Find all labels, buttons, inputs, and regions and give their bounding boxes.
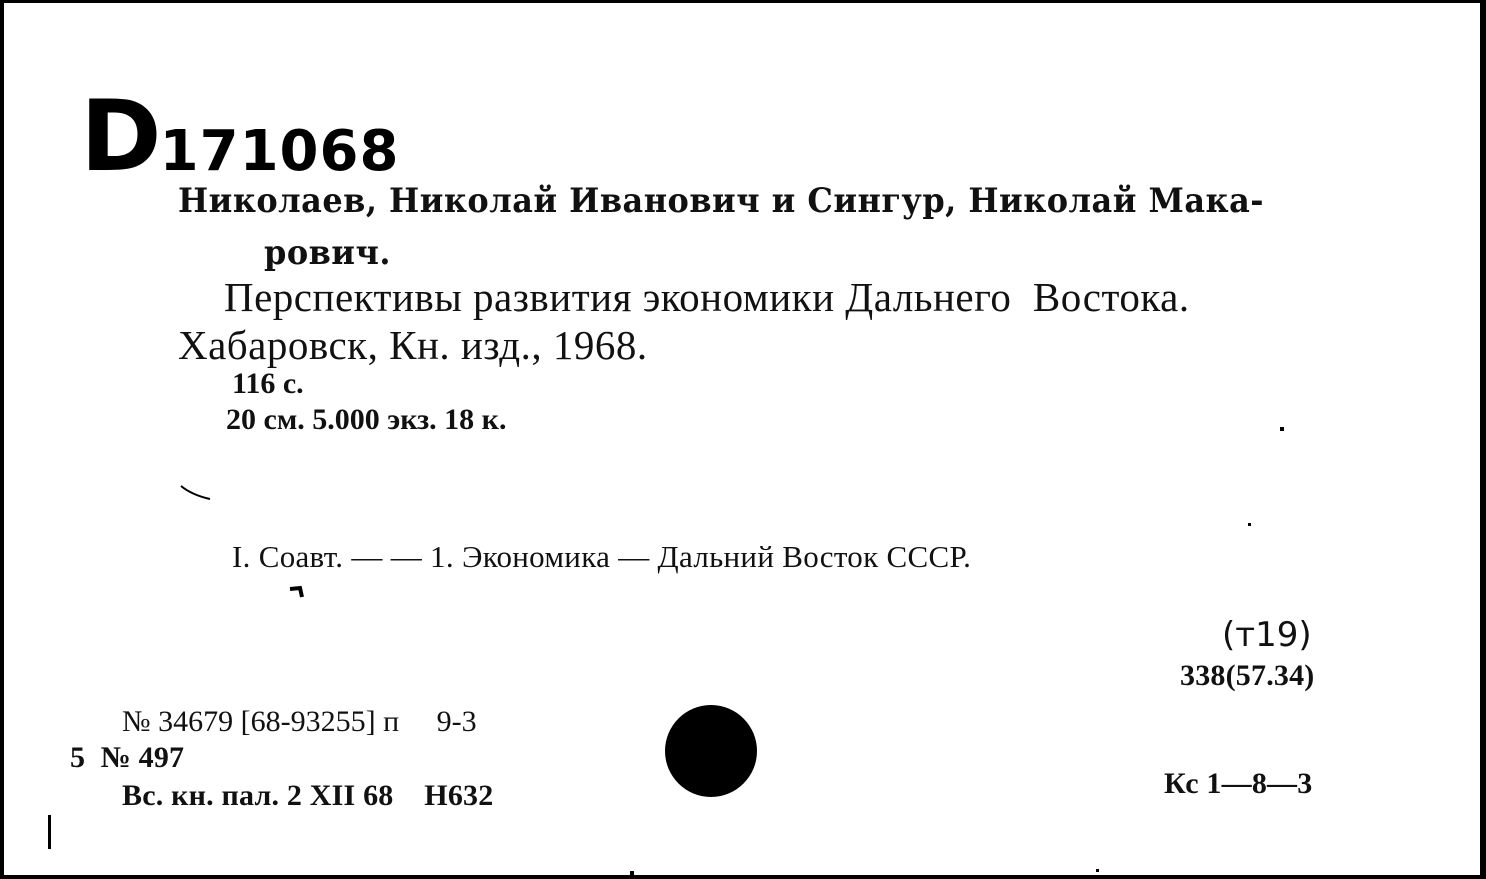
title-line-1: Перспективы развития экономики Дальнего Востока.	[224, 274, 1190, 320]
collation-details: 20 см. 5.000 экз. 18 к.	[226, 403, 507, 436]
call-number-prefix: D	[80, 80, 160, 194]
speck	[1096, 869, 1099, 872]
edge-mark	[48, 815, 51, 849]
title-line-2: Хабаровск, Кн. изд., 1968.	[178, 322, 648, 368]
order-line: № 34679 [68-93255] п 9-3	[122, 705, 477, 738]
handwritten-note: (т19)	[1222, 615, 1312, 655]
pencil-tick	[288, 585, 308, 601]
author-line-1: Николаев, Николай Иванович и Сингур, Николай Мака-	[178, 181, 1264, 221]
speck	[630, 871, 634, 875]
classification-number: 338(57.34)	[1180, 659, 1315, 692]
punch-hole	[665, 705, 757, 797]
speck	[1248, 523, 1251, 526]
call-number-digits: 171068	[159, 119, 400, 184]
collation-pages: 116 с.	[232, 367, 304, 400]
code-line: Кс 1—8—3	[1164, 767, 1313, 800]
pencil-mark	[180, 483, 212, 503]
copy-line: 5 № 497	[70, 741, 185, 774]
tracings: I. Соавт. — — 1. Экономика — Дальний Восток СССР.	[232, 539, 972, 574]
print-line: Вс. кн. пал. 2 XII 68 Н632	[122, 779, 494, 812]
author-line-2: рович.	[264, 233, 391, 273]
speck	[1280, 427, 1284, 431]
